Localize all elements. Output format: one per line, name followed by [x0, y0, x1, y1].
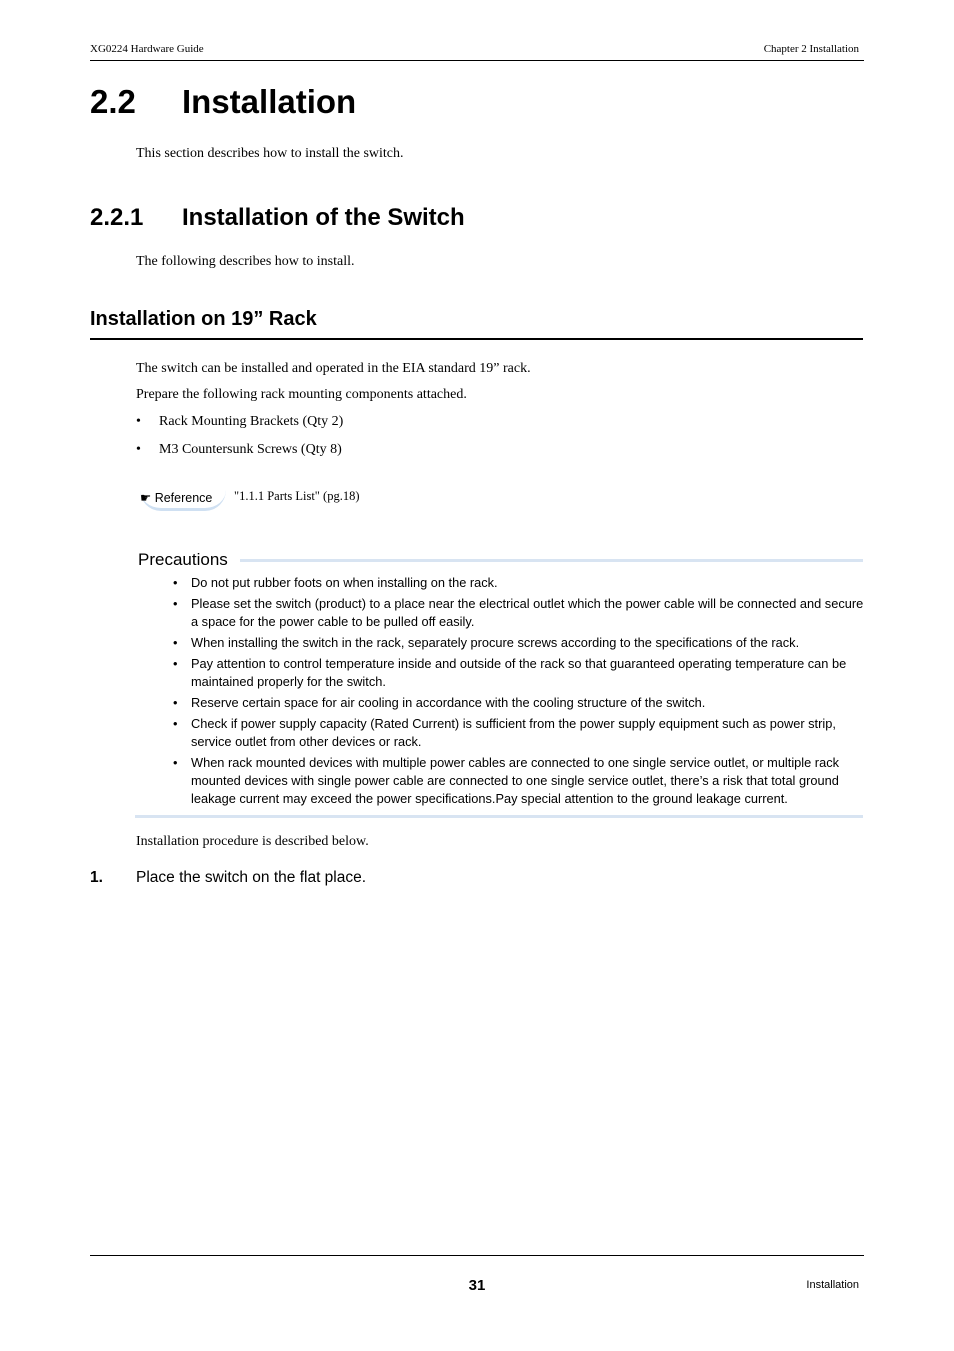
- list-item: • Rack Mounting Brackets (Qty 2): [136, 414, 344, 429]
- precaution-item: • When installing the switch in the rack, separately procure screws according to the specifications of the rack.: [170, 634, 865, 652]
- section-intro: This section describes how to install the switch.: [136, 146, 404, 161]
- running-header-chapter: Chapter 2 Installation: [763, 43, 859, 55]
- procedure-intro: Installation procedure is described below.: [136, 834, 369, 849]
- section-title: Installation: [182, 83, 357, 120]
- subsection-intro: The following describes how to install.: [136, 254, 355, 269]
- section-heading: [90, 83, 356, 121]
- reference-badge: [140, 490, 226, 511]
- rack-paragraph-1: The switch can be installed and operated in the EIA standard 19” rack.: [136, 361, 531, 376]
- reference-link[interactable]: "1.1.1 Parts List" (pg.18): [234, 489, 360, 503]
- subsection-heading: [90, 204, 465, 232]
- precaution-item: • Do not put rubber foots on when installing on the rack.: [170, 574, 865, 592]
- precautions-title: Precautions: [138, 550, 228, 569]
- pointing-hand-icon: ☛: [140, 491, 152, 505]
- section-number: 2.2: [90, 83, 136, 120]
- step-text: Place the switch on the flat place.: [136, 869, 367, 886]
- running-header-title: XG0224 Hardware Guide: [90, 43, 204, 55]
- precaution-item: • Pay attention to control temperature inside and outside of the rack so that guaranteed operating temperature can be maintained properly for the switch.: [170, 655, 865, 691]
- precautions-top-rule: [240, 559, 863, 562]
- subsection-number: 2.2.1: [90, 204, 144, 231]
- precaution-item: • Reserve certain space for air cooling in accordance with the cooling structure of the switch.: [170, 694, 865, 712]
- list-item: • M3 Countersunk Screws (Qty 8): [136, 442, 342, 457]
- footer-rule: [90, 1255, 864, 1256]
- footer-section: Installation: [806, 1279, 859, 1291]
- precautions-list: [170, 574, 865, 811]
- step-number: 1.: [90, 869, 103, 886]
- page-number: 31: [468, 1277, 486, 1294]
- subsection-title: Installation of the Switch: [182, 204, 465, 231]
- precaution-item: • When rack mounted devices with multiple power cables are connected to one single service outlet, or multiple rack mounted devices with single power cable are connected to one single service outlet, there’s a risk that total ground leakage current may exceed the power specifications.Pay special attention to the ground leakage current.: [170, 754, 865, 808]
- precaution-item: • Please set the switch (product) to a place near the electrical outlet which the power cable will be connected and secure a space for the power cable to be pulled off easily.: [170, 595, 865, 631]
- precaution-item: • Check if power supply capacity (Rated Current) is sufficient from the power supply equipment such as power strip, service outlet from other devices or rack.: [170, 715, 865, 751]
- precautions-bottom-rule: [135, 815, 863, 818]
- list-item-text: M3 Countersunk Screws (Qty 8): [159, 442, 342, 457]
- header-rule: [90, 60, 864, 61]
- list-item-text: Rack Mounting Brackets (Qty 2): [159, 414, 344, 429]
- rack-heading-rule: [90, 338, 863, 340]
- rack-heading: Installation on 19” Rack: [90, 308, 317, 330]
- reference-label: Reference: [154, 491, 213, 505]
- rack-paragraph-2: Prepare the following rack mounting components attached.: [136, 387, 467, 402]
